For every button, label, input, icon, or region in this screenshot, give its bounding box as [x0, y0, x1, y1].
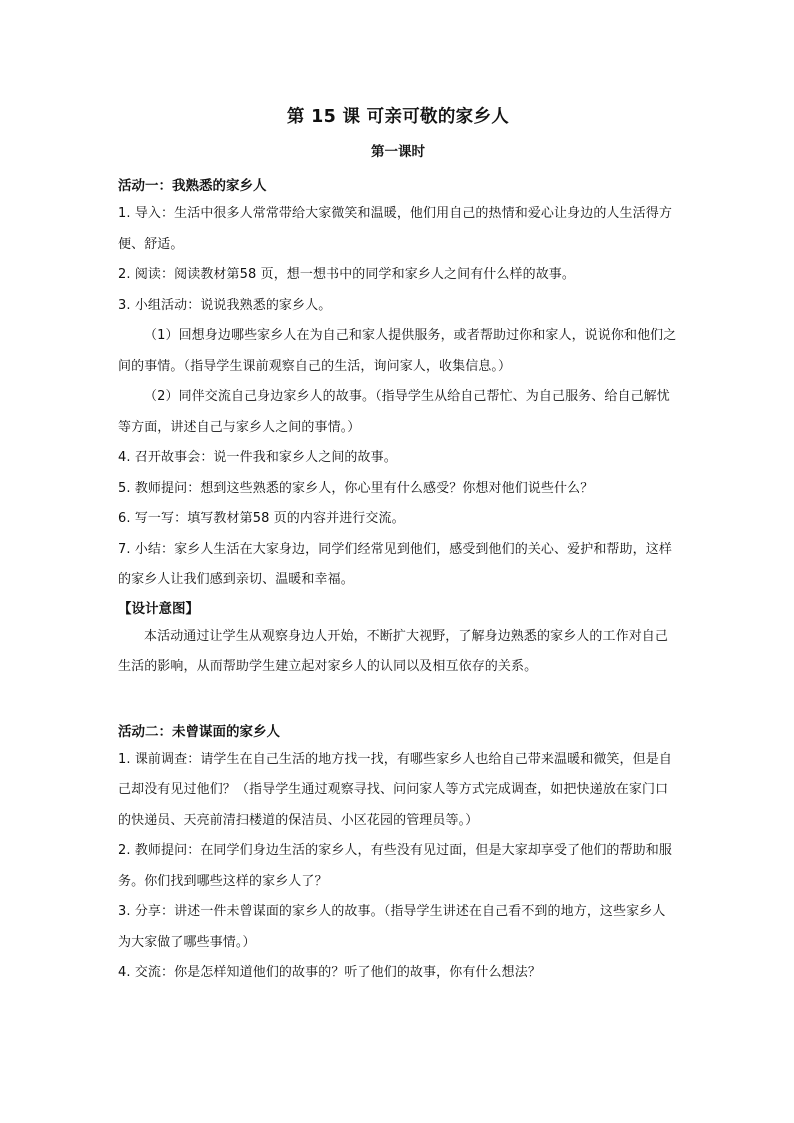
activity1-subitem-1: （1）回想身边哪些家乡人在为自己和家人提供服务，或者帮助过你和家人，说说你和他们之间的事情。（指导学生课前观察自己的生活，询问家人，收集信息。）: [118, 328, 677, 374]
activity2-item-4: 4. 交流：你是怎样知道他们的故事的？听了他们的故事，你有什么想法？: [118, 965, 541, 980]
activity2-item-3: 3. 分享：讲述一件未曾谋面的家乡人的故事。（指导学生讲述在自己看不到的地方，这些家乡人为大家做了哪些事情。）: [118, 904, 666, 950]
activity1-item-7: 7. 小结：家乡人生活在大家身边，同学们经常见到他们，感受到他们的关心、爱护和帮助，这样的家乡人让我们感到亲切、温暖和幸福。: [118, 541, 672, 587]
section-spacer: [118, 683, 678, 713]
activity1-subitem-2: （2）同伴交流自己身边家乡人的故事。（指导学生从给自己帮忙、为自己服务、给自己解忧等方面，讲述自己与家乡人之间的事情。）: [118, 389, 670, 435]
lesson-title: 第 15 课 可亲可敬的家乡人: [286, 107, 510, 127]
activity1-item-6: 6. 写一写：填写教材第58 页的内容并进行交流。: [118, 511, 405, 526]
document-body: [118, 104, 678, 989]
lesson-subtitle: 第一课时: [371, 144, 425, 160]
activity1-item-2: 2. 阅读：阅读教材第58 页，想一想书中的同学和家乡人之间有什么样的故事。: [118, 267, 576, 282]
activity2-item-2: 2. 教师提问：在同学们身边生活的家乡人，有些没有见过面，但是大家却享受了他们的帮助和服务。你们找到哪些这样的家乡人了？: [118, 843, 672, 889]
activity1-item-1: 1. 导入：生活中很多人常常带给大家微笑和温暖，他们用自己的热情和爱心让身边的人生活得方便、舒适。: [118, 206, 672, 252]
activity1-heading: 活动一：我熟悉的家乡人: [118, 178, 267, 194]
activity1-item-3: 3. 小组活动：说说我熟悉的家乡人。: [118, 297, 332, 313]
activity2-heading: 活动二：未曾谋面的家乡人: [118, 723, 280, 740]
activity2-item-1: 1. 课前调查：请学生在自己生活的地方找一找，有哪些家乡人也给自己带来温暖和微笑，但是自己却没有见过他们？（指导学生通过观察寻找、问问家人等方式完成调查，如把快递放在家门口的快递员、天亮前清扫楼道的保洁员、小区花园的管理员等。）: [118, 751, 672, 828]
design-intent-text: 本活动通过让学生从观察身边人开始，不断扩大视野，了解身边熟悉的家乡人的工作对自己生活的影响，从而帮助学生建立起对家乡人的认同以及相互依存的关系。: [118, 628, 669, 674]
design-intent-heading: 【设计意图】: [118, 600, 199, 617]
activity1-item-5: 5. 教师提问：想到这些熟悉的家乡人，你心里有什么感受？你想对他们说些什么？: [118, 480, 594, 496]
activity1-item-4: 4. 召开故事会：说一件我和家乡人之间的故事。: [118, 450, 397, 465]
